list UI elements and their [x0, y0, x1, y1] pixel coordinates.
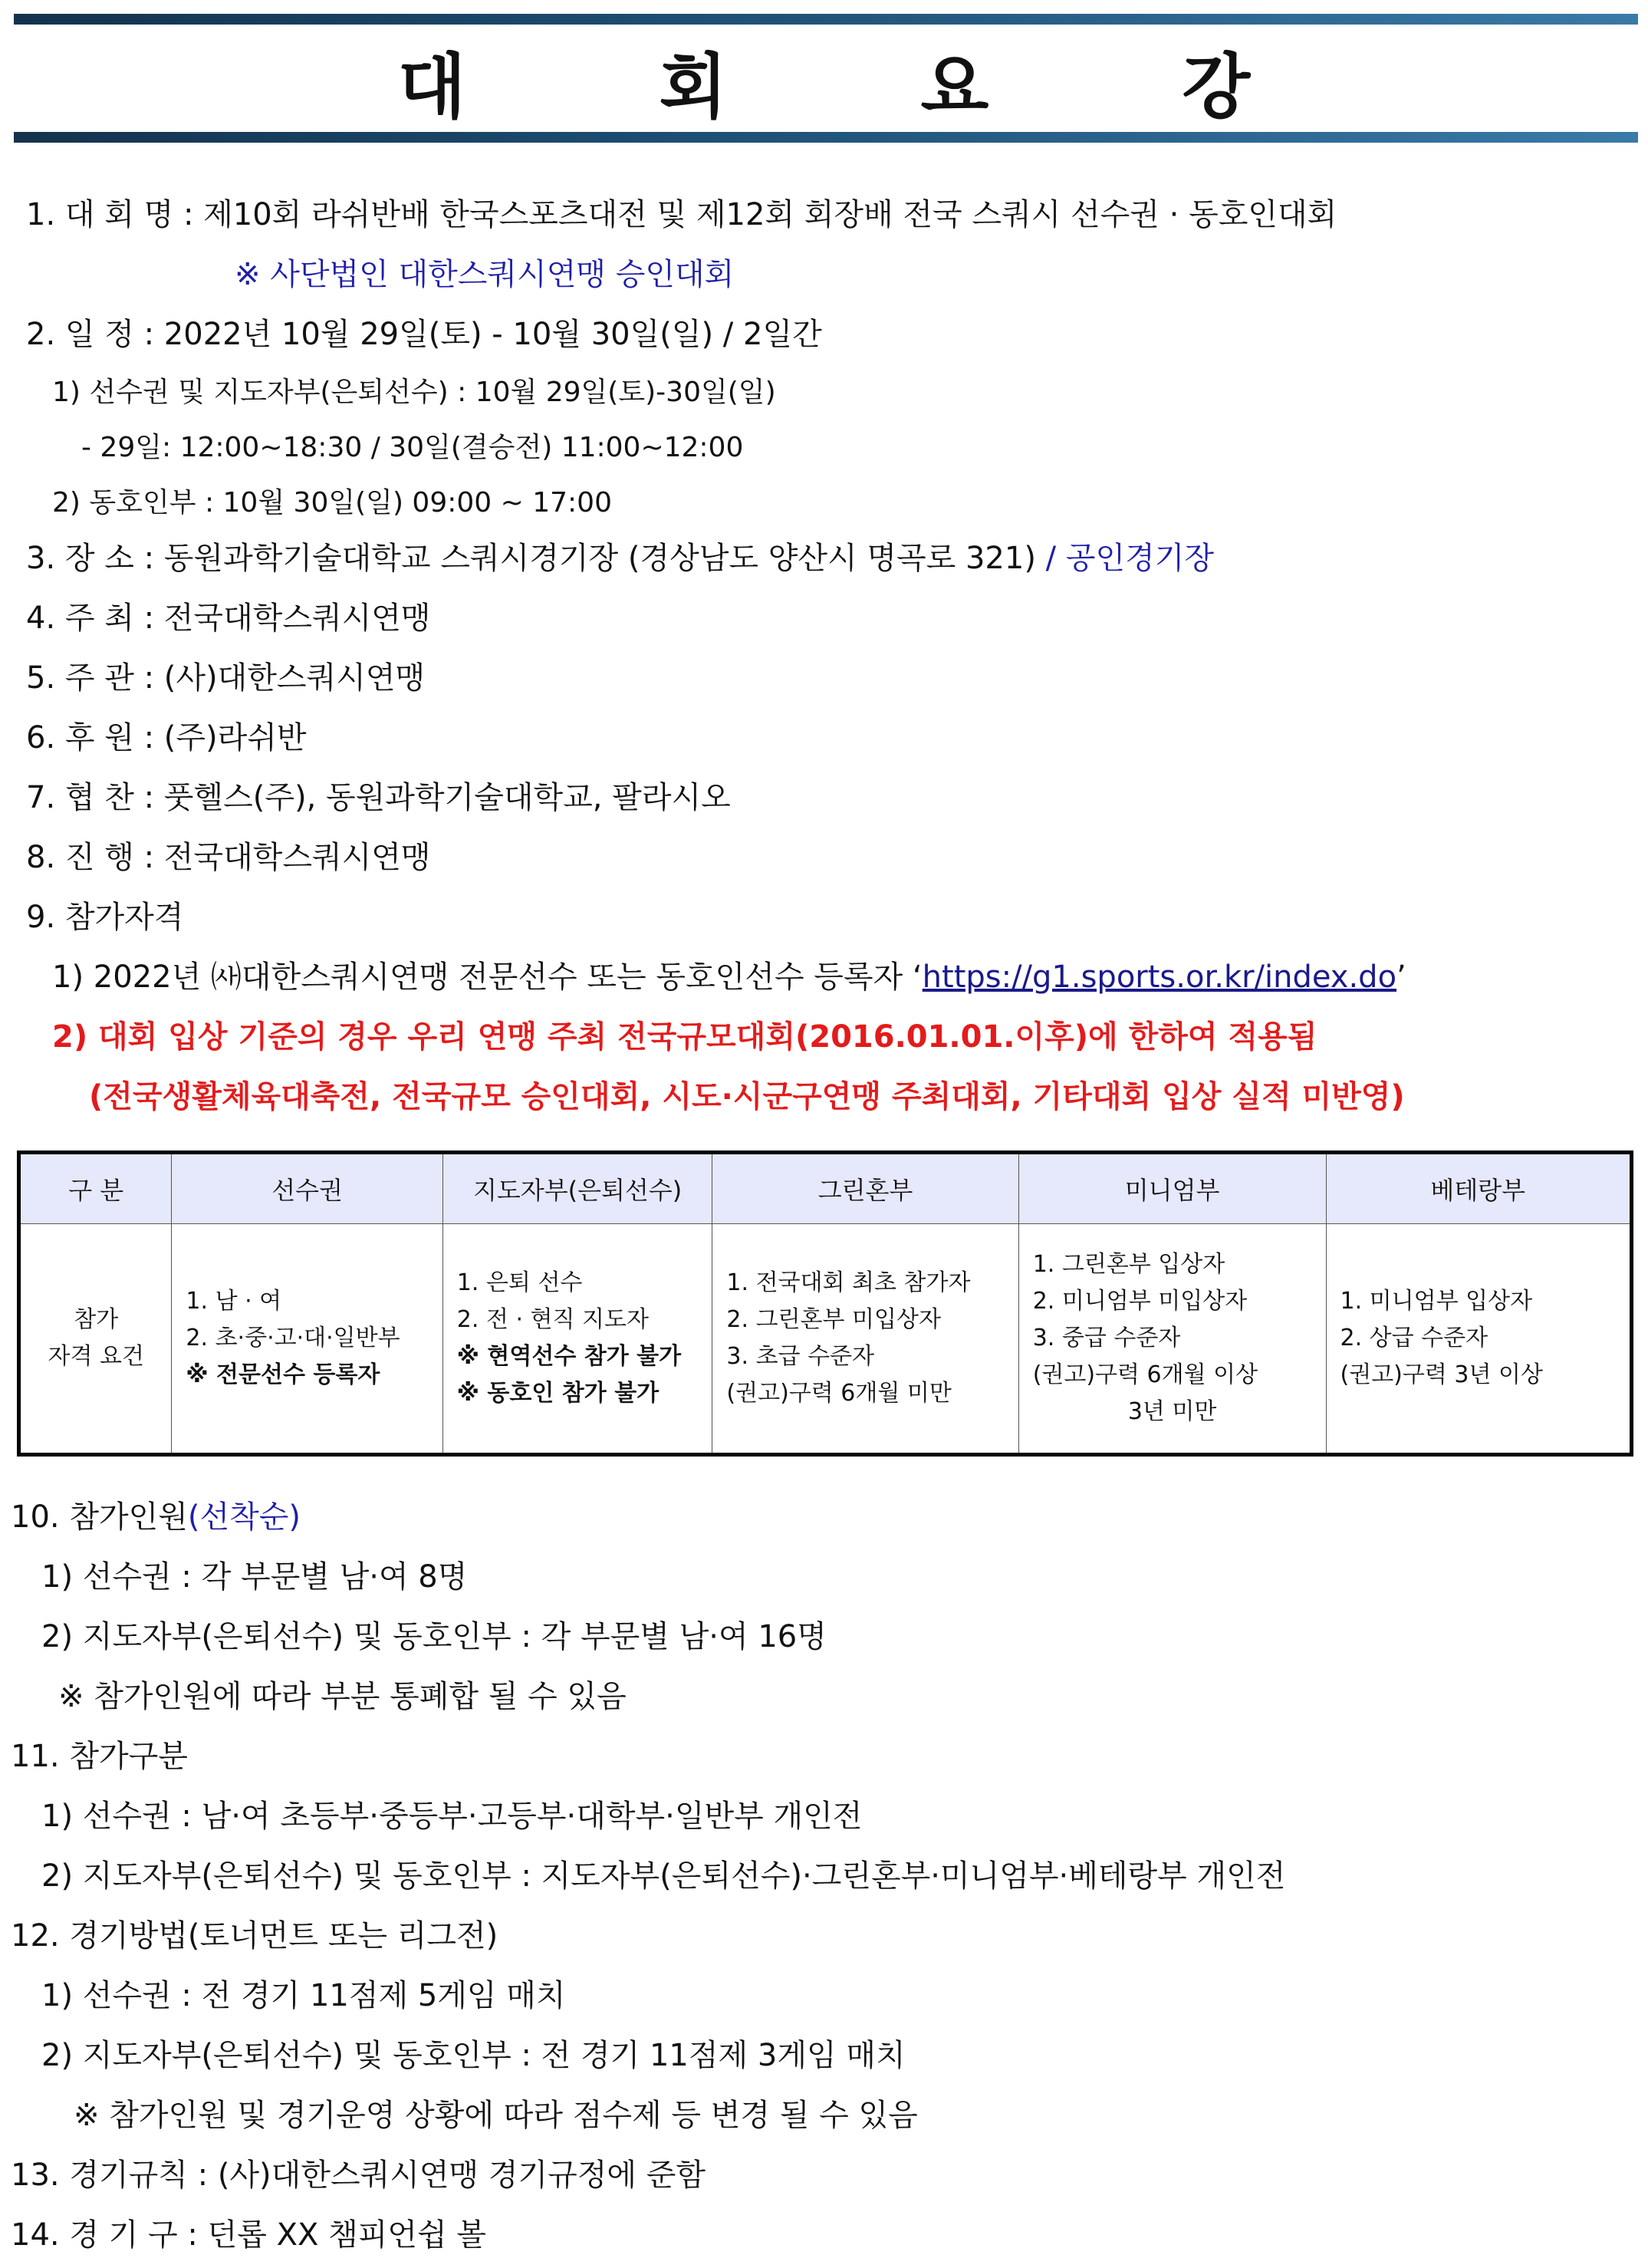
section-10-sub2: 2) 지도자부(은퇴선수) 및 동호인부 : 각 부문별 남·여 16명: [41, 1619, 827, 1654]
cell-line: ※ 현역선수 참가 불가: [456, 1343, 682, 1370]
cell-line: 3. 초급 수준자: [726, 1343, 875, 1370]
section-1-label: 1. 대 회 명 :: [26, 197, 194, 232]
cell-line: 2. 상급 수준자: [1340, 1325, 1488, 1351]
section-10: [11, 1496, 301, 1539]
cell-greenhorn: [712, 1224, 1018, 1455]
cell-line: (권고)구력 6개월 미만: [726, 1380, 952, 1407]
section-9-sub1-end: ’: [1396, 960, 1406, 995]
cell-line: 2. 초·중·고·대·일반부: [186, 1325, 400, 1351]
cell-line: ※ 전문선수 등록자: [186, 1361, 380, 1388]
section-12-sub1: 1) 선수권 : 전 경기 11점제 5게임 매치: [41, 1978, 566, 2013]
section-7-text: 풋헬스(주), 동원과학기술대학교, 팔라시오: [163, 780, 731, 815]
eligibility-table: [17, 1150, 1633, 1457]
section-13-text: (사)대한스쿼시연맹 경기규정에 준함: [217, 2158, 706, 2193]
row-label: 자격 요건: [48, 1343, 144, 1370]
section-3: [26, 537, 1214, 580]
registration-link[interactable]: https://g1.sports.or.kr/index.do: [922, 960, 1397, 995]
section-9-label: 9. 참가자격: [26, 900, 184, 935]
table-header: 구 분: [19, 1153, 172, 1224]
cell-line: 3. 중급 수준자: [1032, 1325, 1181, 1351]
section-5-text: (사)대한스쿼시연맹: [163, 660, 426, 696]
section-7-label: 7. 협 찬 :: [26, 780, 155, 815]
section-13: [11, 2154, 706, 2197]
header-bottom-bar: [14, 132, 1638, 143]
cell-line: 3년 미만: [1127, 1398, 1217, 1425]
cell-line: 2. 그린혼부 미입상자: [726, 1306, 941, 1333]
section-9-sub2: 2) 대회 입상 기준의 경우 우리 연맹 주최 전국규모대회(2016.01.01.이후)에 한하여 적용됨: [52, 1019, 1317, 1055]
table-header: 지도자부(은퇴선수): [442, 1153, 712, 1224]
section-8: [26, 836, 431, 879]
table-row: [19, 1224, 1632, 1455]
cell-minimum: [1018, 1224, 1326, 1455]
section-3-tail: / 공인경기장: [1045, 541, 1215, 576]
section-6-text: (주)라쉬반: [163, 720, 307, 755]
table-header: 미니엄부: [1018, 1153, 1326, 1224]
section-9-sub3: (전국생활체육대축전, 전국규모 승인대회, 시도·시군구연맹 주최대회, 기타대회 입상 실적 미반영): [89, 1079, 1405, 1114]
table-header: 선수권: [172, 1153, 442, 1224]
cell-line: 1. 미니엄부 입상자: [1340, 1288, 1533, 1315]
section-7: [26, 776, 731, 819]
cell-line: 1. 은퇴 선수: [456, 1269, 583, 1296]
section-14-label: 14. 경 기 구 :: [11, 2217, 198, 2253]
section-3-text: 동원과학기술대학교 스쿼시경기장 (경상남도 양산시 명곡로 321): [163, 541, 1036, 576]
section-2-sub1b: - 29일: 12:00~18:30 / 30일(결승전) 11:00~12:00: [81, 432, 744, 463]
section-6: [26, 716, 307, 759]
cell-line: (권고)구력 6개월 이상: [1032, 1361, 1258, 1388]
section-1: [26, 193, 1337, 236]
section-2: [26, 313, 822, 356]
section-8-label: 8. 진 행 :: [26, 840, 155, 875]
cell-coach: [442, 1224, 712, 1455]
section-2-sub1: 1) 선수권 및 지도자부(은퇴선수) : 10월 29일(토)-30일(일): [52, 377, 776, 408]
section-8-text: 전국대학스쿼시연맹: [163, 840, 431, 875]
cell-line: ※ 동호인 참가 불가: [456, 1380, 660, 1407]
table-header-row: [19, 1153, 1632, 1224]
cell-veteran: [1326, 1224, 1631, 1455]
section-10-note: ※ 참가인원에 따라 부분 통폐합 될 수 있음: [58, 1679, 627, 1714]
section-10-label: 10. 참가인원: [11, 1499, 188, 1535]
section-2-text: 2022년 10월 29일(토) - 10월 30일(일) / 2일간: [163, 317, 822, 352]
section-1-note: ※ 사단법인 대한스쿼시연맹 승인대회: [235, 257, 735, 292]
page-title: 대 회 요 강: [397, 46, 1335, 128]
section-10-sub1: 1) 선수권 : 각 부문별 남·여 8명: [41, 1559, 468, 1595]
section-11-sub2: 2) 지도자부(은퇴선수) 및 동호인부 : 지도자부(은퇴선수)·그린혼부·미니엄부·베테랑부 개인전: [41, 1858, 1286, 1894]
table-header: 그린혼부: [712, 1153, 1018, 1224]
section-11-label: 11. 참가구분: [11, 1739, 188, 1774]
section-5-label: 5. 주 관 :: [26, 660, 155, 696]
section-1-text: 제10회 라쉬반배 한국스포츠대전 및 제12회 회장배 전국 스쿼시 선수권 · 동호인대회: [203, 197, 1337, 232]
cell-line: 1. 전국대회 최초 참가자: [726, 1269, 971, 1296]
section-6-label: 6. 후 원 :: [26, 720, 155, 755]
cell-line: 2. 전 · 현직 지도자: [456, 1306, 649, 1333]
row-label-cell: [19, 1224, 172, 1455]
section-3-label: 3. 장 소 :: [26, 541, 155, 576]
section-12-label: 12. 경기방법(토너먼트 또는 리그전): [11, 1918, 498, 1954]
section-4-label: 4. 주 최 :: [26, 601, 155, 636]
cell-line: 1. 그린혼부 입상자: [1032, 1251, 1225, 1278]
section-12-sub2: 2) 지도자부(은퇴선수) 및 동호인부 : 전 경기 11점제 3게임 매치: [41, 2038, 906, 2073]
section-14: [11, 2214, 486, 2256]
header-top-bar: [14, 14, 1638, 25]
cell-line: (권고)구력 3년 이상: [1340, 1361, 1543, 1388]
section-4-text: 전국대학스쿼시연맹: [163, 601, 431, 636]
section-10-label-note: (선착순): [187, 1499, 301, 1535]
section-13-label: 13. 경기규칙 :: [11, 2158, 209, 2193]
section-12-note: ※ 참가인원 및 경기운영 상황에 따라 점수제 등 변경 될 수 있음: [74, 2098, 918, 2133]
table-header: 베테랑부: [1326, 1153, 1631, 1224]
cell-line: 2. 미니엄부 미입상자: [1032, 1288, 1248, 1315]
section-9-sub1-text: 1) 2022년 ㈔대한스쿼시연맹 전문선수 또는 동호인선수 등록자 ‘: [52, 960, 923, 995]
cell-championship: [172, 1224, 442, 1455]
section-9-sub1: [52, 956, 1406, 999]
row-label: 참가: [74, 1306, 119, 1333]
section-14-text: 던롭 XX 챔피언쉽 볼: [207, 2217, 487, 2253]
section-2-sub2: 2) 동호인부 : 10월 30일(일) 09:00 ~ 17:00: [52, 487, 612, 518]
section-2-label: 2. 일 정 :: [26, 317, 155, 352]
section-5: [26, 657, 425, 699]
section-11-sub1: 1) 선수권 : 남·여 초등부·중등부·고등부·대학부·일반부 개인전: [41, 1799, 863, 1834]
cell-line: 1. 남 · 여: [186, 1288, 282, 1315]
section-4: [26, 597, 431, 640]
